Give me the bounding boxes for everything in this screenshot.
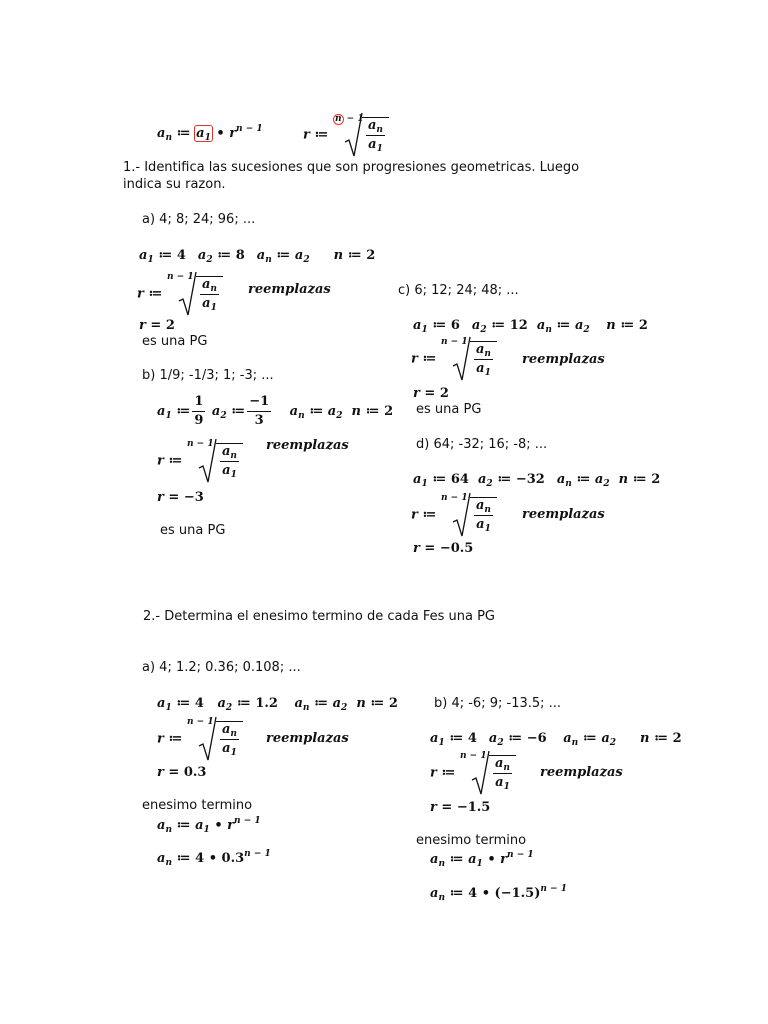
highlight-box: $a_1$ [196,126,211,143]
problem-d-label: d) 64; -32; 16; -8; ... [416,437,548,452]
section2-title: 2.- Determina el enesimo termino de cada Fes una PG [143,609,495,624]
problem-b-ratio-formula: r ≔ n − 1 $\frac{a_n}{a_1}$ [157,438,243,484]
section1-title-line1: 1.- Identifica las sucesiones que son progresiones geometricas. Luego [123,160,580,175]
problem-a-reemplazas: reemplazas [248,282,331,297]
problem-d-givens: $a_1$ ≔ 64 $a_2$ ≔ −32 $a_n$ ≔ $a_2$ n ≔ 2 [413,472,661,489]
section2-a-nth-term: $a_n$ ≔ 4 • $0.3^{n - 1}$ [157,849,271,868]
section2-b-enesimo-label: enesimo termino [416,833,527,848]
problem-a-conclusion: es una PG [142,334,208,349]
section2-a-enesimo-label: enesimo termino [142,798,253,813]
problem-c-conclusion: es una PG [416,402,482,417]
problem-b-conclusion: es una PG [160,523,226,538]
problem-a-label: a) 4; 8; 24; 96; ... [142,212,256,227]
problem-d-result: r = −0.5 [413,541,474,556]
highlight-circle: n [334,114,342,124]
ratio-formula: r ≔ n − 1 $\frac{a_n}{a_1}$ [303,112,389,158]
problem-c-givens: $a_1$ ≔ 6 $a_2$ ≔ 12 $a_n$ ≔ $a_2$ n ≔ 2 [413,318,648,335]
problem-a-givens: $a_1$ ≔ 4 $a_2$ ≔ 8 $a_n$ ≔ $a_2$ n ≔ 2 [139,248,376,265]
section2-b-reemplazas: reemplazas [540,765,623,780]
section2-a-givens: $a_1$ ≔ 4 $a_2$ ≔ 1.2 $a_n$ ≔ $a_2$ n ≔ 2 [157,696,398,713]
problem-b-givens: $a_1$ ≔ $\frac{1}{9}$ $a_2$ ≔ $\frac{-1}{3}$ $a_n$ ≔ $a_2$ n ≔ 2 [157,394,394,428]
section2-b-result: r = −1.5 [430,800,491,815]
problem-c-label: c) 6; 12; 24; 48; ... [398,283,519,298]
problem-c-reemplazas: reemplazas [522,352,605,367]
section2-b-nth-term: $a_n$ ≔ 4 • $(-1.5)^{n - 1}$ [430,884,567,903]
problem-c-result: r = 2 [413,386,449,401]
problem-b-reemplazas: reemplazas [266,438,349,453]
section1-title-line2: indica su razon. [123,177,226,192]
problem-d-ratio-formula: r ≔ n − 1 $\frac{a_n}{a_1}$ [411,492,497,538]
problem-b-result: r = −3 [157,490,204,505]
section2-b-givens: $a_1$ ≔ 4 $a_2$ ≔ −6 $a_n$ ≔ $a_2$ n ≔ 2 [430,731,682,748]
section2-a-reemplazas: reemplazas [266,731,349,746]
section2-a-label: a) 4; 1.2; 0.36; 0.108; ... [142,660,301,675]
problem-d-reemplazas: reemplazas [522,507,605,522]
section2-b-ratio-formula: r ≔ n − 1 $\frac{a_n}{a_1}$ [430,750,516,796]
problem-a-ratio-formula: r ≔ n − 1 $\frac{a_n}{a_1}$ [137,271,223,317]
problem-a-result: r = 2 [139,318,175,333]
problem-c-ratio-formula: r ≔ n − 1 $\frac{a_n}{a_1}$ [411,336,497,382]
section2-a-ratio-formula: r ≔ n − 1 $\frac{a_n}{a_1}$ [157,716,243,762]
section2-a-result: r = 0.3 [157,765,207,780]
section2-b-general-term: $a_n$ ≔ $a_1$ • $r^{n - 1}$ [430,850,534,869]
section2-b-label: b) 4; -6; 9; -13.5; ... [434,696,562,711]
general-term-formula: $a_n$ ≔ $a_1$ • $r^{n - 1}$ [157,124,263,143]
section2-a-general-term: $a_n$ ≔ $a_1$ • $r^{n - 1}$ [157,816,261,835]
problem-b-label: b) 1/9; -1/3; 1; -3; ... [142,368,274,383]
